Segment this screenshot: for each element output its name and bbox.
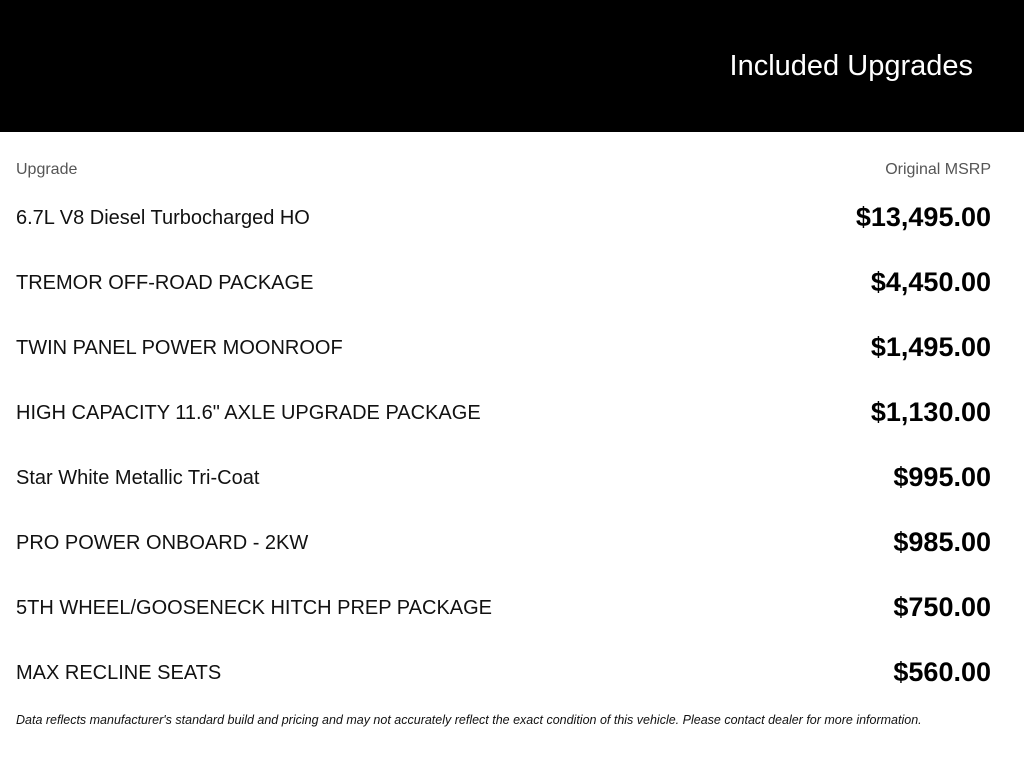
upgrade-row bbox=[0, 185, 1024, 250]
upgrade-row bbox=[0, 315, 1024, 380]
column-header-upgrade: Upgrade bbox=[16, 161, 78, 178]
upgrade-row bbox=[0, 575, 1024, 640]
upgrade-price: $1,130.00 bbox=[870, 397, 991, 427]
upgrade-price: $4,450.00 bbox=[870, 267, 991, 297]
upgrade-name: 6.7L V8 Diesel Turbocharged HO bbox=[16, 207, 310, 229]
upgrade-row bbox=[0, 250, 1024, 315]
upgrade-price: $995.00 bbox=[893, 462, 991, 492]
upgrade-name: TWIN PANEL POWER MOONROOF bbox=[16, 337, 343, 359]
upgrade-row bbox=[0, 510, 1024, 575]
upgrade-price: $1,495.00 bbox=[870, 332, 991, 362]
upgrade-name: HIGH CAPACITY 11.6" AXLE UPGRADE PACKAGE bbox=[16, 402, 481, 424]
header-banner bbox=[0, 0, 1024, 132]
upgrade-name: TREMOR OFF-ROAD PACKAGE bbox=[16, 272, 314, 294]
upgrade-row bbox=[0, 445, 1024, 510]
upgrade-name: 5TH WHEEL/GOOSENECK HITCH PREP PACKAGE bbox=[16, 597, 493, 619]
upgrade-price: $750.00 bbox=[893, 592, 991, 622]
upgrade-price: $13,495.00 bbox=[855, 202, 991, 232]
upgrades-list bbox=[0, 185, 1024, 705]
disclaimer-text: Data reflects manufacturer's standard build and pricing and may not accurately reflect the exact condition of this vehicle. Please contact dealer for more information. bbox=[16, 713, 922, 727]
upgrade-name: MAX RECLINE SEATS bbox=[16, 662, 222, 684]
upgrade-row bbox=[0, 380, 1024, 445]
upgrade-price: $560.00 bbox=[893, 657, 991, 687]
upgrade-name: PRO POWER ONBOARD - 2KW bbox=[16, 532, 309, 554]
upgrade-row bbox=[0, 640, 1024, 705]
upgrade-name: Star White Metallic Tri-Coat bbox=[16, 467, 260, 489]
upgrade-price: $985.00 bbox=[893, 527, 991, 557]
page-title: Included Upgrades bbox=[729, 50, 973, 82]
column-header-msrp: Original MSRP bbox=[885, 161, 991, 178]
